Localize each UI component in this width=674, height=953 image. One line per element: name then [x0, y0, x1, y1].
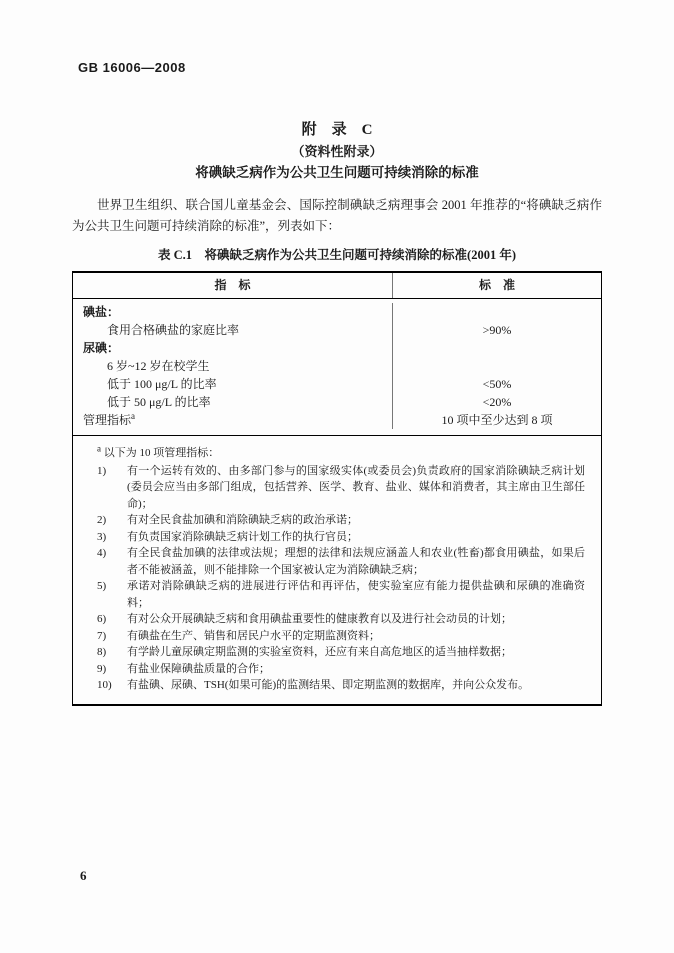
item-number: 7) [97, 629, 107, 642]
item-text: 有盐业保障碘盐质量的合作； [127, 662, 270, 675]
row-label: 6 岁~12 岁在校学生 [107, 359, 210, 373]
item-text: 有负责国家消除碘缺乏病计划工作的执行官员； [127, 530, 358, 543]
footnote-item [97, 578, 585, 611]
table-row [73, 321, 601, 339]
row-value: <20% [482, 395, 512, 409]
table-header-standard: 标 准 [478, 278, 515, 292]
item-text: 有对全民食盐加碘和消除碘缺乏病的政治承诺； [127, 514, 358, 526]
item-text: 有全民食盐加碘的法律或法规；理想的法律和法规应涵盖人和农业(牲畜)都食用碘盐，如果后者不能被涵盖，则不能排除一个国家被认定为消除碘缺乏病； [127, 547, 585, 576]
item-text: 有学龄儿童尿碘定期监测的实验室资料，还应有来自高危地区的适当抽样数据； [127, 646, 512, 658]
footnote-intro: $^a$ 以下为 10 项管理指标： [97, 443, 220, 459]
table-row [73, 375, 601, 393]
item-number: 4) [97, 547, 107, 559]
item-number: 5) [97, 580, 107, 592]
row-value: >90% [482, 323, 512, 337]
intro-paragraph: 世界卫生组织、联合国儿童基金会、国际控制碘缺乏病理事会 2001 年推荐的“将碘缺乏病作为公共卫生问题可持续消除的标准”，列表如下： [72, 198, 602, 233]
footnote-reference: a [131, 411, 136, 421]
footnote-item [97, 463, 585, 513]
item-number: 6) [97, 613, 107, 625]
doc-number: GB 16006—2008 [78, 60, 186, 75]
table-header-row [73, 273, 601, 299]
row-label: 碘盐： [73, 303, 393, 321]
row-value [393, 303, 601, 321]
footnote-item [97, 677, 585, 694]
row-value: 10 项中至少达到 8 项 [441, 413, 553, 427]
table-caption: 表 C.1 将碘缺乏病作为公共卫生问题可持续消除的标准(2001 年) [158, 248, 516, 262]
footnote-item [97, 611, 585, 628]
row-label: 尿碘： [73, 339, 393, 357]
row-label: 低于 100 μg/L 的比率 [107, 377, 217, 391]
appendix-heading: 将碘缺乏病作为公共卫生问题可持续消除的标准 [195, 165, 479, 180]
item-number: 9) [97, 662, 107, 675]
item-number: 10) [97, 679, 112, 691]
footnote-item [97, 628, 585, 645]
appendix-title: 附 录 C [301, 122, 373, 138]
table-body [73, 299, 601, 435]
row-label: 管理指标 [83, 413, 132, 427]
appendix-subtitle: （资料性附录） [291, 144, 383, 159]
item-text: 有对公众开展碘缺乏病和食用碘盐重要性的健康教育以及进行社会动员的计划； [127, 613, 512, 625]
row-value [393, 339, 601, 357]
table-row [73, 303, 601, 321]
footnote-item [97, 512, 585, 529]
item-text: 承诺对消除碘缺乏病的进展进行评估和再评估，使实验室应有能力提供盐碘和尿碘的准确资料； [127, 580, 585, 609]
item-number: 1) [97, 464, 107, 477]
row-label: 低于 50 μg/L 的比率 [107, 395, 211, 409]
footnote-marker: a [97, 443, 101, 454]
row-value [393, 357, 601, 375]
item-number: 2) [97, 514, 107, 526]
item-text: 有一个运转有效的、由多部门参与的国家级实体(或委员会)负责政府的国家消除碘缺乏病计划(委员会应当由多部门组成，包括营养、医学、教育、盐业、媒体和消费者，其主席由卫生部任命)； [127, 464, 585, 510]
item-text: 有碘盐在生产、销售和居民户水平的定期监测资料； [127, 629, 380, 642]
row-value: <50% [482, 377, 512, 391]
table-row [73, 411, 601, 429]
table-header-indicator: 指 标 [73, 273, 393, 298]
footnote-item [97, 644, 585, 661]
page-number: 6 [80, 868, 87, 883]
footnote-item [97, 661, 585, 678]
footnote-item [97, 545, 585, 578]
table-footnote [73, 435, 601, 704]
table-row [73, 339, 601, 357]
item-number: 3) [97, 530, 107, 543]
footnote-item [97, 529, 585, 546]
item-text: 有盐碘、尿碘、TSH(如果可能)的监测结果、即定期监测的数据库，并向公众发布。 [127, 679, 530, 691]
item-number: 8) [97, 646, 107, 658]
row-label: 食用合格碘盐的家庭比率 [107, 323, 240, 337]
table-row [73, 357, 601, 375]
table-row [73, 393, 601, 411]
table-c1 [72, 271, 602, 706]
